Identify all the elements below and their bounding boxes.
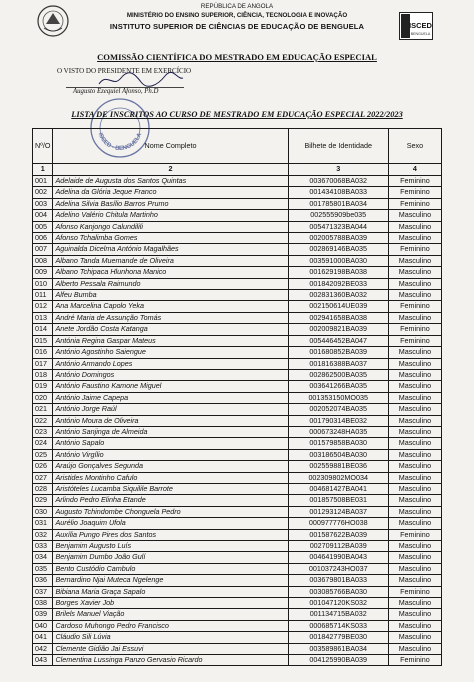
- row-id-card: 002869146BA035: [288, 244, 388, 255]
- table-row: [33, 404, 442, 415]
- row-sex: Masculino: [388, 506, 441, 517]
- table-row: [33, 643, 442, 654]
- table-row: [33, 233, 442, 244]
- row-full-name: Benjamim Dumbo João Gulí: [53, 552, 288, 563]
- row-sex: Masculino: [388, 369, 441, 380]
- row-full-name: Auxília Pungo Pires dos Santos: [53, 529, 288, 540]
- table-row: [33, 518, 442, 529]
- row-sex: Masculino: [388, 358, 441, 369]
- row-id-card: 002709112BA039: [288, 541, 388, 552]
- table-row: [33, 176, 442, 187]
- row-id-card: 001842779BE030: [288, 632, 388, 643]
- row-id-card: 002150614UE039: [288, 301, 388, 312]
- table-row: [33, 438, 442, 449]
- row-sex: Masculino: [388, 278, 441, 289]
- table-row: [33, 529, 442, 540]
- table-row: [33, 586, 442, 597]
- row-id-card: 000673248HA035: [288, 426, 388, 437]
- row-number: 008: [33, 255, 53, 266]
- row-number: 010: [33, 278, 53, 289]
- row-id-card: 003641266BA035: [288, 381, 388, 392]
- row-full-name: Afonso Kanjongo Calundilili: [53, 221, 288, 232]
- row-id-card: 003085766BA030: [288, 586, 388, 597]
- row-sex: Feminino: [388, 176, 441, 187]
- row-id-card: 002831360BA032: [288, 290, 388, 301]
- row-id-card: 001587622BA039: [288, 529, 388, 540]
- table-row: [33, 335, 442, 346]
- row-sex: Masculino: [388, 643, 441, 654]
- row-id-card: 001857508BE031: [288, 495, 388, 506]
- row-sex: Masculino: [388, 541, 441, 552]
- table-row: [33, 324, 442, 335]
- row-sex: Masculino: [388, 518, 441, 529]
- table-row: [33, 575, 442, 586]
- row-sex: Masculino: [388, 415, 441, 426]
- row-id-card: 002941658BA038: [288, 312, 388, 323]
- table-row: [33, 655, 442, 666]
- row-number: 004: [33, 210, 53, 221]
- row-number: 011: [33, 290, 53, 301]
- row-id-card: 001816388BA037: [288, 358, 388, 369]
- row-id-card: 005471323BA044: [288, 221, 388, 232]
- row-full-name: Adelina da Glória Jeque Franco: [53, 187, 288, 198]
- table-row: [33, 392, 442, 403]
- row-number: 006: [33, 233, 53, 244]
- table-row: [33, 301, 442, 312]
- row-number: 042: [33, 643, 53, 654]
- row-sex: Masculino: [388, 381, 441, 392]
- table-row: [33, 472, 442, 483]
- column-number-row: [33, 164, 442, 176]
- row-sex: Feminino: [388, 324, 441, 335]
- row-id-card: 004681427BA041: [288, 483, 388, 494]
- row-full-name: Cláudio Sili Lúvia: [53, 632, 288, 643]
- row-id-card: 001293124BA037: [288, 506, 388, 517]
- row-sex: Masculino: [388, 620, 441, 631]
- row-number: 013: [33, 312, 53, 323]
- row-full-name: Cardoso Muhongo Pedro Francisco: [53, 620, 288, 631]
- row-number: 035: [33, 563, 53, 574]
- row-number: 012: [33, 301, 53, 312]
- document-header: [0, 0, 474, 46]
- row-number: 040: [33, 620, 53, 631]
- row-number: 030: [33, 506, 53, 517]
- table-row: [33, 369, 442, 380]
- row-id-card: 001047120KS032: [288, 598, 388, 609]
- row-id-card: 004641990BA043: [288, 552, 388, 563]
- row-sex: Masculino: [388, 404, 441, 415]
- row-sex: Masculino: [388, 483, 441, 494]
- row-number: 029: [33, 495, 53, 506]
- column-number: 1: [33, 164, 53, 176]
- row-sex: Feminino: [388, 529, 441, 540]
- row-number: 021: [33, 404, 53, 415]
- row-full-name: António Armando Lopes: [53, 358, 288, 369]
- table-row: [33, 381, 442, 392]
- table-row: [33, 278, 442, 289]
- row-full-name: Bernardino Njai Muteca Ngelenge: [53, 575, 288, 586]
- row-number: 032: [33, 529, 53, 540]
- column-number: 4: [388, 164, 441, 176]
- row-full-name: António Jorge Raúl: [53, 404, 288, 415]
- table-row: [33, 426, 442, 437]
- table-row: [33, 210, 442, 221]
- row-full-name: Alfeu Bumba: [53, 290, 288, 301]
- row-sex: Feminino: [388, 187, 441, 198]
- row-number: 041: [33, 632, 53, 643]
- row-full-name: António Faustino Kamone Miguel: [53, 381, 288, 392]
- table-row: [33, 461, 442, 472]
- signatory-name: Augusto Ezequiel Afonso, Ph.D: [73, 88, 159, 95]
- list-title: LISTA DE INSCRITOS AO CURSO DE MESTRADO EM EDUCAÇÃO ESPECIAL 2022/2023: [71, 110, 403, 119]
- table-row: [33, 312, 442, 323]
- row-id-card: 001353150MO035: [288, 392, 388, 403]
- row-id-card: 002009821BA039: [288, 324, 388, 335]
- column-number: 3: [288, 164, 388, 176]
- row-full-name: Ana Marcelina Capolo Yeka: [53, 301, 288, 312]
- table-row: [33, 244, 442, 255]
- row-sex: Feminino: [388, 335, 441, 346]
- row-sex: Masculino: [388, 632, 441, 643]
- row-full-name: Afonso Tchalimba Gomes: [53, 233, 288, 244]
- row-id-card: 001680852BA039: [288, 347, 388, 358]
- row-number: 038: [33, 598, 53, 609]
- table-row: [33, 495, 442, 506]
- row-number: 022: [33, 415, 53, 426]
- row-full-name: António Virgílio: [53, 449, 288, 460]
- logo-subtext: BENGUELA: [410, 32, 431, 36]
- row-full-name: António Sapalo: [53, 438, 288, 449]
- table-row: [33, 620, 442, 631]
- table-row: [33, 255, 442, 266]
- table-row: [33, 449, 442, 460]
- row-number: 025: [33, 449, 53, 460]
- row-number: 009: [33, 267, 53, 278]
- row-number: 016: [33, 347, 53, 358]
- row-number: 023: [33, 426, 53, 437]
- row-full-name: Albano Tanda Muemande de Oliveira: [53, 255, 288, 266]
- commission-title: COMISSÃO CIENTÍFICA DO MESTRADO EM EDUCAÇÃO ESPECIAL: [97, 52, 377, 62]
- row-id-card: 002052074BA035: [288, 404, 388, 415]
- header-sex: Sexo: [388, 129, 441, 164]
- row-sex: Masculino: [388, 347, 441, 358]
- row-number: 005: [33, 221, 53, 232]
- header-id-card: Bilhete de Identidade: [288, 129, 388, 164]
- row-full-name: Aurélio Joaquim Ufola: [53, 518, 288, 529]
- row-number: 033: [33, 541, 53, 552]
- row-sex: Masculino: [388, 563, 441, 574]
- row-sex: Masculino: [388, 449, 441, 460]
- row-id-card: 003589861BA034: [288, 643, 388, 654]
- row-id-card: 001037243HO037: [288, 563, 388, 574]
- row-id-card: 003591000BA030: [288, 255, 388, 266]
- row-sex: Masculino: [388, 552, 441, 563]
- table-row: [33, 632, 442, 643]
- row-full-name: Aristóteles Lucamba Siquilile Barrote: [53, 483, 288, 494]
- row-full-name: Augusto Tchindombe Chonguela Pedro: [53, 506, 288, 517]
- row-id-card: 002559881BE036: [288, 461, 388, 472]
- row-full-name: Araújo Gonçalves Segunda: [53, 461, 288, 472]
- row-id-card: 003186504BA030: [288, 449, 388, 460]
- row-full-name: Albano Tchipaca Hlunhona Manico: [53, 267, 288, 278]
- table-row: [33, 552, 442, 563]
- stamp-text: ISCED - BENGUELA: [96, 132, 144, 153]
- republic-line: REPÚBLICA DE ANGOLA: [200, 3, 274, 10]
- row-id-card: 001785801BA034: [288, 198, 388, 209]
- row-full-name: Clementina Lussinga Panzo Gervasio Ricardo: [53, 655, 288, 666]
- row-number: 003: [33, 198, 53, 209]
- row-sex: Masculino: [388, 267, 441, 278]
- row-number: 034: [33, 552, 53, 563]
- table-header-row: [33, 129, 442, 164]
- row-id-card: 000685714KS033: [288, 620, 388, 631]
- table-row: [33, 483, 442, 494]
- table-row: [33, 187, 442, 198]
- row-sex: Masculino: [388, 575, 441, 586]
- row-id-card: 002309802MO034: [288, 472, 388, 483]
- row-sex: Masculino: [388, 255, 441, 266]
- table-row: [33, 290, 442, 301]
- row-full-name: Bibiana Maria Graça Sapalo: [53, 586, 288, 597]
- row-id-card: 005446452BA047: [288, 335, 388, 346]
- row-number: 031: [33, 518, 53, 529]
- row-full-name: António Domingos: [53, 369, 288, 380]
- table-row: [33, 506, 442, 517]
- row-full-name: António Sanjinga de Almeida: [53, 426, 288, 437]
- row-full-name: António Agostinho Saiengue: [53, 347, 288, 358]
- table-row: [33, 541, 442, 552]
- row-sex: Feminino: [388, 586, 441, 597]
- table-row: [33, 347, 442, 358]
- row-full-name: Bento Custódio Cambulo: [53, 563, 288, 574]
- row-number: 027: [33, 472, 53, 483]
- row-number: 002: [33, 187, 53, 198]
- row-sex: Masculino: [388, 426, 441, 437]
- header-number: Nº/O: [33, 129, 53, 164]
- row-sex: Feminino: [388, 244, 441, 255]
- ministry-line: MINISTÉRIO DO ENSINO SUPERIOR, CIÊNCIA, TECNOLOGIA E INOVAÇÃO: [126, 12, 348, 19]
- row-number: 026: [33, 461, 53, 472]
- row-full-name: André Maria de Assunção Tomás: [53, 312, 288, 323]
- row-sex: Feminino: [388, 655, 441, 666]
- enrollee-table: [32, 128, 442, 666]
- row-sex: Masculino: [388, 221, 441, 232]
- row-number: 043: [33, 655, 53, 666]
- row-number: 037: [33, 586, 53, 597]
- row-full-name: Adelino Valério Chitula Martinho: [53, 210, 288, 221]
- row-number: 024: [33, 438, 53, 449]
- row-id-card: 004125990BA039: [288, 655, 388, 666]
- table-row: [33, 221, 442, 232]
- row-full-name: Anete Jordão Costa Katanga: [53, 324, 288, 335]
- row-sex: Masculino: [388, 438, 441, 449]
- row-full-name: Adelaide de Augusta dos Santos Quintas: [53, 176, 288, 187]
- row-sex: Masculino: [388, 392, 441, 403]
- row-number: 039: [33, 609, 53, 620]
- table-row: [33, 198, 442, 209]
- logo-text: ISCED: [409, 21, 432, 30]
- row-full-name: Aguinalda Dicelma António Magalhães: [53, 244, 288, 255]
- row-full-name: Borges Xavier Job: [53, 598, 288, 609]
- row-sex: Feminino: [388, 198, 441, 209]
- row-number: 015: [33, 335, 53, 346]
- row-sex: Masculino: [388, 495, 441, 506]
- row-full-name: Clemente Gidião Jai Essuvi: [53, 643, 288, 654]
- approval-visto: O VISTO DO PRESIDENTE EM EXERCÍCIO: [57, 67, 192, 75]
- row-number: 017: [33, 358, 53, 369]
- row-full-name: Brilels Manuel Viação: [53, 609, 288, 620]
- row-number: 036: [33, 575, 53, 586]
- row-full-name: António Jaime Capepa: [53, 392, 288, 403]
- row-id-card: 003679801BA033: [288, 575, 388, 586]
- row-id-card: 001434108BA033: [288, 187, 388, 198]
- row-number: 020: [33, 392, 53, 403]
- institute-line: INSTITUTO SUPERIOR DE CIÊNCIAS DE EDUCAÇÃO DE BENGUELA: [109, 22, 365, 31]
- row-full-name: Benjamim Augusto Luís: [53, 541, 288, 552]
- row-number: 019: [33, 381, 53, 392]
- column-number: 2: [53, 164, 288, 176]
- row-number: 007: [33, 244, 53, 255]
- row-id-card: 003670068BA032: [288, 176, 388, 187]
- row-full-name: Antónia Regina Gaspar Mateus: [53, 335, 288, 346]
- row-sex: Masculino: [388, 312, 441, 323]
- row-sex: Feminino: [388, 301, 441, 312]
- row-id-card: 001629198BA038: [288, 267, 388, 278]
- row-id-card: 002555909be035: [288, 210, 388, 221]
- row-sex: Masculino: [388, 233, 441, 244]
- table-row: [33, 358, 442, 369]
- row-id-card: 001134715BA032: [288, 609, 388, 620]
- table-row: [33, 563, 442, 574]
- row-number: 018: [33, 369, 53, 380]
- row-sex: Masculino: [388, 290, 441, 301]
- row-id-card: 001790314BE032: [288, 415, 388, 426]
- row-id-card: 001842092BE033: [288, 278, 388, 289]
- table-row: [33, 267, 442, 278]
- row-sex: Masculino: [388, 598, 441, 609]
- row-number: 001: [33, 176, 53, 187]
- table-row: [33, 609, 442, 620]
- row-id-card: 001579858BA030: [288, 438, 388, 449]
- row-number: 028: [33, 483, 53, 494]
- row-full-name: Adelina Silvia Basílio Barros Prumo: [53, 198, 288, 209]
- row-sex: Masculino: [388, 210, 441, 221]
- table-body: [33, 176, 442, 666]
- row-full-name: Aristides Montinho Cafulo: [53, 472, 288, 483]
- row-sex: Masculino: [388, 461, 441, 472]
- row-full-name: Alberto Pessala Raimundo: [53, 278, 288, 289]
- row-full-name: Arlindo Pedro Elinha Etande: [53, 495, 288, 506]
- header-full-name: Nome Completo: [53, 129, 288, 164]
- row-full-name: António Moura de Oliveira: [53, 415, 288, 426]
- row-id-card: 000977776HO038: [288, 518, 388, 529]
- row-id-card: 002862500BA035: [288, 369, 388, 380]
- isced-logo: [399, 12, 433, 40]
- row-sex: Masculino: [388, 609, 441, 620]
- row-sex: Masculino: [388, 472, 441, 483]
- table-row: [33, 598, 442, 609]
- row-id-card: 002005788BA039: [288, 233, 388, 244]
- row-number: 014: [33, 324, 53, 335]
- table-row: [33, 415, 442, 426]
